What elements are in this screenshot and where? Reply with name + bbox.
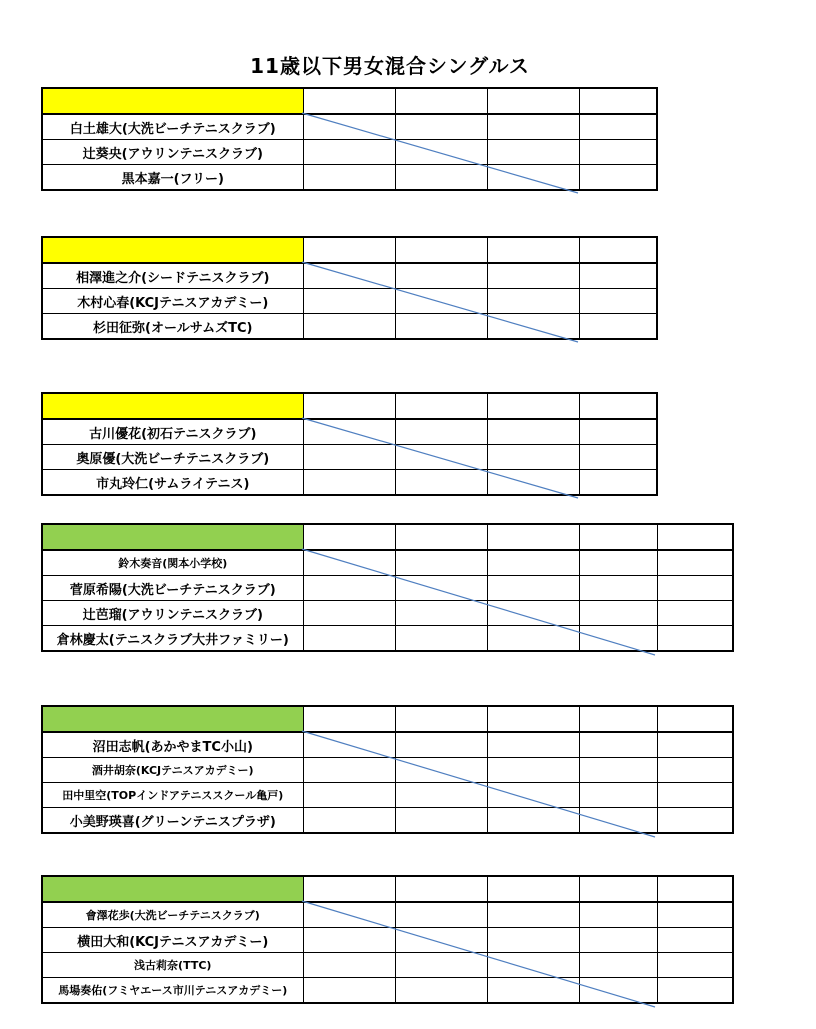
header-cell [395,876,487,902]
header-cell [303,524,395,550]
header-cell [579,88,657,114]
score-cell [579,445,657,470]
header-cell [657,706,733,732]
score-cell [579,928,657,953]
score-cell [487,953,579,978]
score-cell [487,783,579,808]
score-cell [487,314,579,340]
header-cell [395,237,487,263]
score-cell [487,758,579,783]
score-cell [579,953,657,978]
score-cell [579,470,657,496]
score-cell [303,314,395,340]
player-name: 市丸玲仁(サムライテニス) [42,470,303,496]
header-cell [657,524,733,550]
score-cell [487,445,579,470]
score-cell [395,550,487,576]
score-cell [579,732,657,758]
player-name: 辻葵央(アウリンテニスクラブ) [42,140,303,165]
score-cell [303,550,395,576]
score-cell [487,263,579,289]
group-header-cell [42,88,303,114]
player-name: 黒本嘉一(フリー) [42,165,303,191]
player-name: 杉田征弥(オールサムズTC) [42,314,303,340]
group-header-cell [42,524,303,550]
player-name: 倉林慶太(テニスクラブ大井ファミリー) [42,626,303,652]
score-cell [303,289,395,314]
score-cell [395,783,487,808]
score-cell [657,732,733,758]
score-cell [395,289,487,314]
header-cell [395,706,487,732]
score-cell [395,263,487,289]
score-cell [657,758,733,783]
score-cell [303,263,395,289]
score-cell [303,140,395,165]
score-cell [303,902,395,928]
player-name: 鈴木奏音(関本小学校) [42,550,303,576]
score-cell [395,732,487,758]
score-cell [303,783,395,808]
header-cell [395,524,487,550]
group-header-cell [42,237,303,263]
player-name: 浅古莉奈(TTC) [42,953,303,978]
round-robin-group-3 [41,392,658,496]
header-cell [579,524,657,550]
score-cell [657,902,733,928]
score-cell [395,165,487,191]
player-name: 田中里空(TOPインドアテニススクール亀戸) [42,783,303,808]
score-cell [303,419,395,445]
score-cell [487,140,579,165]
group-header-cell [42,706,303,732]
score-cell [579,808,657,834]
score-cell [579,601,657,626]
score-cell [395,601,487,626]
score-cell [395,114,487,140]
header-cell [579,393,657,419]
player-name: 木村心春(KCJテニスアカデミー) [42,289,303,314]
header-cell [487,524,579,550]
score-cell [579,550,657,576]
player-name: 酒井胡奈(KCJテニスアカデミー) [42,758,303,783]
score-cell [657,808,733,834]
score-cell [395,140,487,165]
score-cell [487,419,579,445]
score-cell [395,953,487,978]
score-cell [579,419,657,445]
score-cell [657,576,733,601]
player-name: 相澤進之介(シードテニスクラブ) [42,263,303,289]
score-cell [395,758,487,783]
score-cell [487,808,579,834]
score-cell [303,165,395,191]
score-cell [395,576,487,601]
player-name: 馬場奏佑(フミヤエース市川テニスアカデミー) [42,978,303,1004]
score-cell [395,978,487,1004]
player-name: 小美野瑛喜(グリーンテニスプラザ) [42,808,303,834]
score-cell [303,732,395,758]
score-cell [657,928,733,953]
score-cell [579,289,657,314]
score-cell [487,626,579,652]
score-cell [579,626,657,652]
score-cell [303,470,395,496]
score-cell [303,445,395,470]
header-cell [579,876,657,902]
score-cell [579,140,657,165]
score-cell [303,576,395,601]
score-cell [657,978,733,1004]
round-robin-group-2 [41,236,658,340]
score-cell [487,928,579,953]
score-cell [487,576,579,601]
score-cell [579,902,657,928]
page-title: 11歳以下男女混合シングルス [250,54,530,78]
player-name: 會澤花歩(大洗ビーチテニスクラブ) [42,902,303,928]
score-cell [303,808,395,834]
score-cell [395,626,487,652]
score-cell [487,601,579,626]
score-cell [657,601,733,626]
score-cell [487,550,579,576]
score-cell [579,114,657,140]
score-cell [395,928,487,953]
score-cell [303,626,395,652]
score-cell [487,114,579,140]
header-cell [579,237,657,263]
score-cell [657,953,733,978]
header-cell [579,706,657,732]
score-cell [395,419,487,445]
score-cell [395,314,487,340]
round-robin-group-5 [41,705,734,834]
score-cell [579,783,657,808]
score-cell [303,758,395,783]
round-robin-group-1 [41,87,658,191]
round-robin-group-6 [41,875,734,1004]
score-cell [487,470,579,496]
player-name: 古川優花(初石テニスクラブ) [42,419,303,445]
score-cell [487,165,579,191]
score-cell [395,902,487,928]
header-cell [487,876,579,902]
header-cell [487,88,579,114]
score-cell [579,263,657,289]
player-name: 横田大和(KCJテニスアカデミー) [42,928,303,953]
player-name: 奥原優(大洗ビーチテニスクラブ) [42,445,303,470]
score-cell [579,576,657,601]
score-cell [657,626,733,652]
score-cell [579,978,657,1004]
score-cell [395,445,487,470]
header-cell [303,876,395,902]
header-cell [303,706,395,732]
score-cell [487,978,579,1004]
header-cell [487,393,579,419]
score-cell [487,902,579,928]
player-name: 沼田志帆(あかやまTC小山) [42,732,303,758]
player-name: 菅原希陽(大洗ビーチテニスクラブ) [42,576,303,601]
score-cell [303,601,395,626]
header-cell [395,393,487,419]
round-robin-group-4 [41,523,734,652]
score-cell [395,808,487,834]
header-cell [395,88,487,114]
score-cell [657,783,733,808]
header-cell [303,237,395,263]
score-cell [579,758,657,783]
score-cell [579,314,657,340]
score-cell [303,978,395,1004]
group-header-cell [42,876,303,902]
score-cell [579,165,657,191]
header-cell [303,88,395,114]
group-header-cell [42,393,303,419]
score-cell [487,732,579,758]
header-cell [487,706,579,732]
score-cell [657,550,733,576]
player-name: 辻芭瑠(アウリンテニスクラブ) [42,601,303,626]
header-cell [487,237,579,263]
score-cell [303,114,395,140]
header-cell [657,876,733,902]
score-cell [395,470,487,496]
header-cell [303,393,395,419]
player-name: 白土雄大(大洗ビーチテニスクラブ) [42,114,303,140]
score-cell [303,953,395,978]
score-cell [487,289,579,314]
score-cell [303,928,395,953]
